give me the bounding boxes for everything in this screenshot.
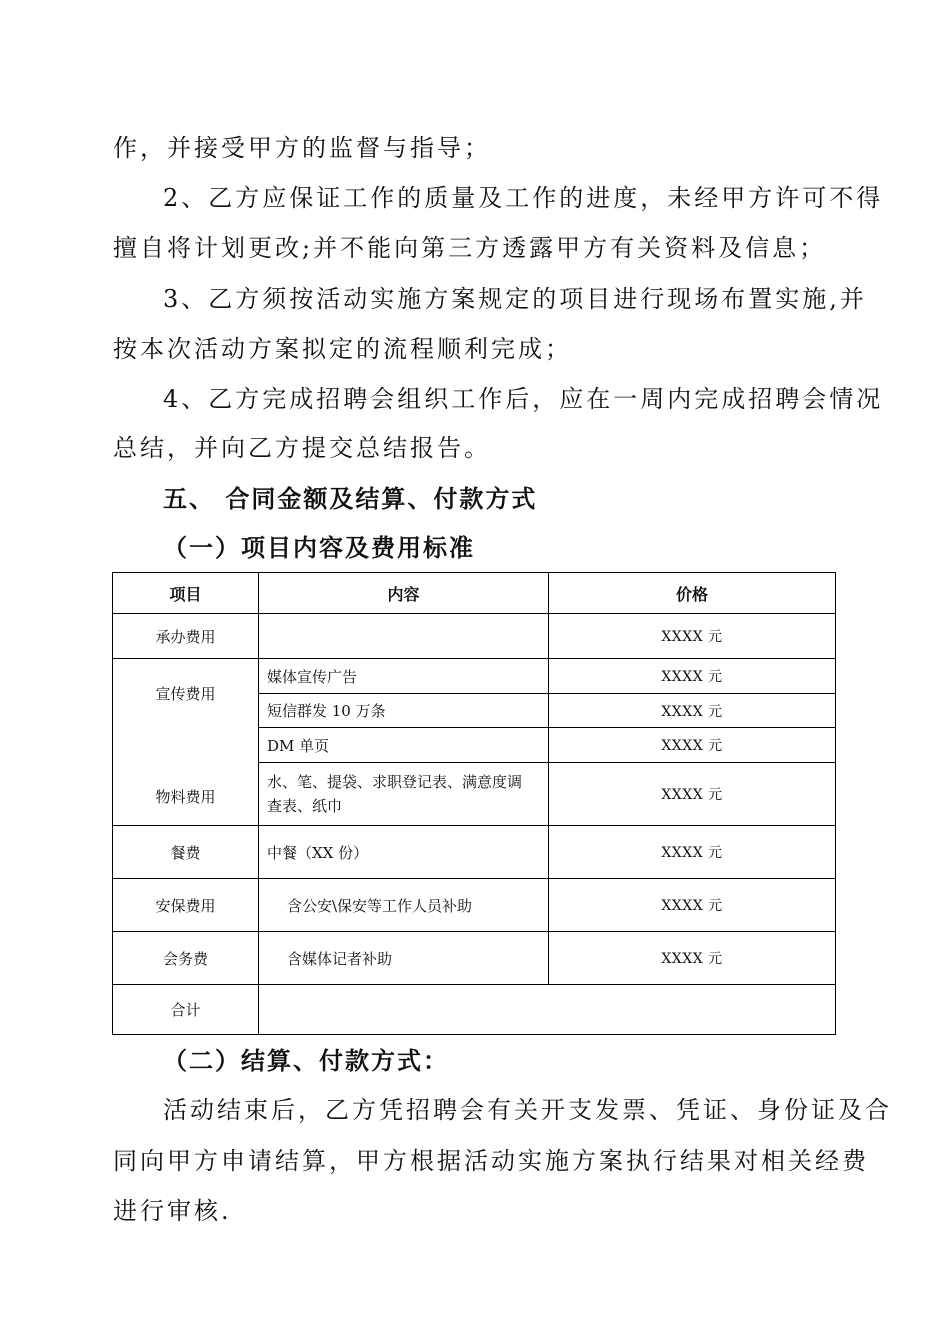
price-cell: XXXX 元 bbox=[549, 614, 836, 659]
item-cell: 合计 bbox=[113, 985, 259, 1035]
content-cell bbox=[259, 763, 549, 826]
price-cell: XXXX 元 bbox=[549, 694, 836, 728]
content-line: 查表、纸巾 bbox=[267, 797, 343, 815]
subsection-heading: （二）结算、付款方式： bbox=[163, 1047, 449, 1075]
content-cell: 含媒体记者补助 bbox=[259, 932, 549, 985]
table-row bbox=[113, 932, 836, 985]
subsection-heading: （一）项目内容及费用标准 bbox=[163, 534, 475, 562]
table-header-cell: 价格 bbox=[549, 573, 836, 614]
content-line: 水、笔、提袋、求职登记表、满意度调 bbox=[267, 773, 523, 791]
paragraph-line: 进行审核. bbox=[113, 1197, 232, 1225]
table-header-cell: 内容 bbox=[259, 573, 549, 614]
content-cell: DM 单页 bbox=[259, 728, 549, 763]
paragraph-line: 作，并接受甲方的监督与指导； bbox=[113, 134, 491, 162]
item-cell: 物料费用 bbox=[113, 728, 259, 826]
content-cell: 短信群发 10 万条 bbox=[259, 694, 549, 728]
price-cell: XXXX 元 bbox=[549, 659, 836, 694]
price-cell: XXXX 元 bbox=[549, 932, 836, 985]
content-cell: 媒体宣传广告 bbox=[259, 659, 549, 694]
section-heading: 五、 合同金额及结算、付款方式 bbox=[163, 485, 538, 513]
item-cell: 餐费 bbox=[113, 826, 259, 879]
table-header-cell: 项目 bbox=[113, 573, 259, 614]
price-cell: XXXX 元 bbox=[549, 879, 836, 932]
table-row bbox=[113, 728, 836, 763]
table-row bbox=[113, 985, 836, 1035]
item-cell: 宣传费用 bbox=[113, 659, 259, 728]
content-cell: 含公安\保安等工作人员补助 bbox=[259, 879, 549, 932]
table-row bbox=[113, 879, 836, 932]
paragraph-line: 总结，并向乙方提交总结报告。 bbox=[113, 434, 491, 462]
paragraph-line: 同向甲方申请结算，甲方根据活动实施方案执行结果对相关经费 bbox=[113, 1147, 869, 1175]
content-cell bbox=[259, 614, 549, 659]
price-cell: XXXX 元 bbox=[549, 826, 836, 879]
item-cell: 会务费 bbox=[113, 932, 259, 985]
paragraph-line: 2、乙方应保证工作的质量及工作的进度，未经甲方许可不得 bbox=[163, 184, 884, 212]
paragraph-line: 擅自将计划更改;并不能向第三方透露甲方有关资料及信息； bbox=[113, 234, 827, 262]
paragraph-line: 活动结束后，乙方凭招聘会有关开支发票、凭证、身份证及合 bbox=[163, 1096, 892, 1124]
table-row bbox=[113, 614, 836, 659]
paragraph-line: 按本次活动方案拟定的流程顺利完成； bbox=[113, 335, 572, 363]
table-row bbox=[113, 659, 836, 694]
paragraph-line: 3、乙方须按活动实施方案规定的项目进行现场布置实施,并 bbox=[163, 285, 867, 313]
fee-table bbox=[112, 572, 836, 1035]
item-cell: 承办费用 bbox=[113, 614, 259, 659]
total-cell bbox=[259, 985, 836, 1035]
item-cell: 安保费用 bbox=[113, 879, 259, 932]
price-cell: XXXX 元 bbox=[549, 728, 836, 763]
paragraph-line: 4、乙方完成招聘会组织工作后，应在一周内完成招聘会情况 bbox=[163, 385, 884, 413]
price-cell: XXXX 元 bbox=[549, 763, 836, 826]
table-header-row bbox=[113, 573, 836, 614]
content-cell: 中餐（XX 份） bbox=[259, 826, 549, 879]
table-row bbox=[113, 826, 836, 879]
